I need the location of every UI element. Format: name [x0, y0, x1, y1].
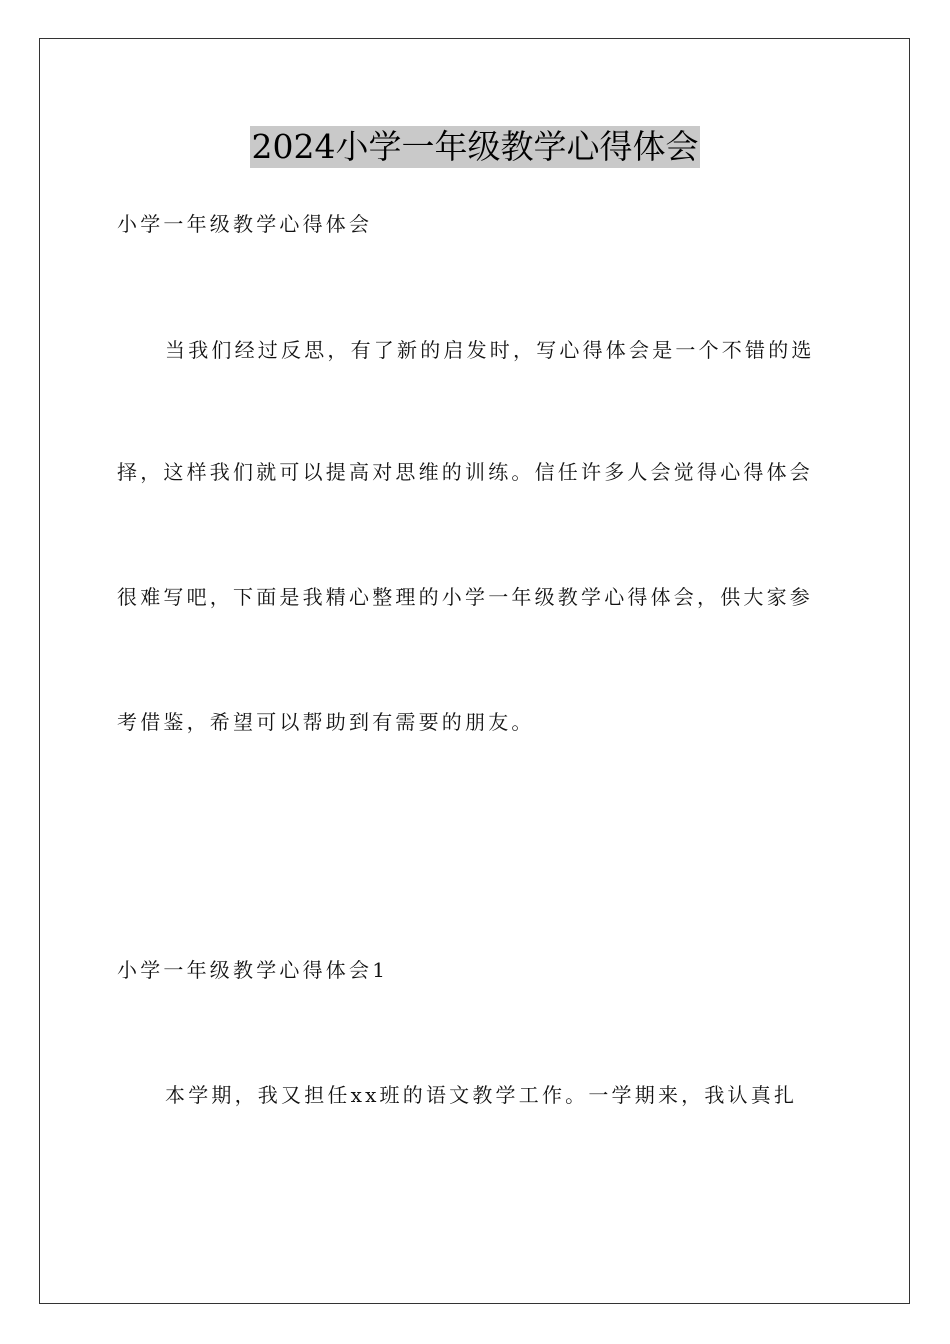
title-container	[0, 126, 950, 168]
intro-line-2: 择，这样我们就可以提高对思维的训练。信任许多人会觉得心得体会	[117, 460, 813, 484]
document-subtitle: 小学一年级教学心得体会	[117, 212, 373, 236]
intro-line-4: 考借鉴，希望可以帮助到有需要的朋友。	[117, 710, 535, 734]
section-line-1: 本学期，我又担任xx班的语文教学工作。一学期来，我认真扎	[165, 1083, 798, 1107]
intro-line-1: 当我们经过反思，有了新的启发时，写心得体会是一个不错的选	[165, 338, 815, 362]
intro-line-3: 很难写吧，下面是我精心整理的小学一年级教学心得体会，供大家参	[117, 585, 813, 609]
section-heading: 小学一年级教学心得体会1	[117, 958, 389, 982]
document-title: 2024小学一年级教学心得体会	[251, 127, 699, 166]
